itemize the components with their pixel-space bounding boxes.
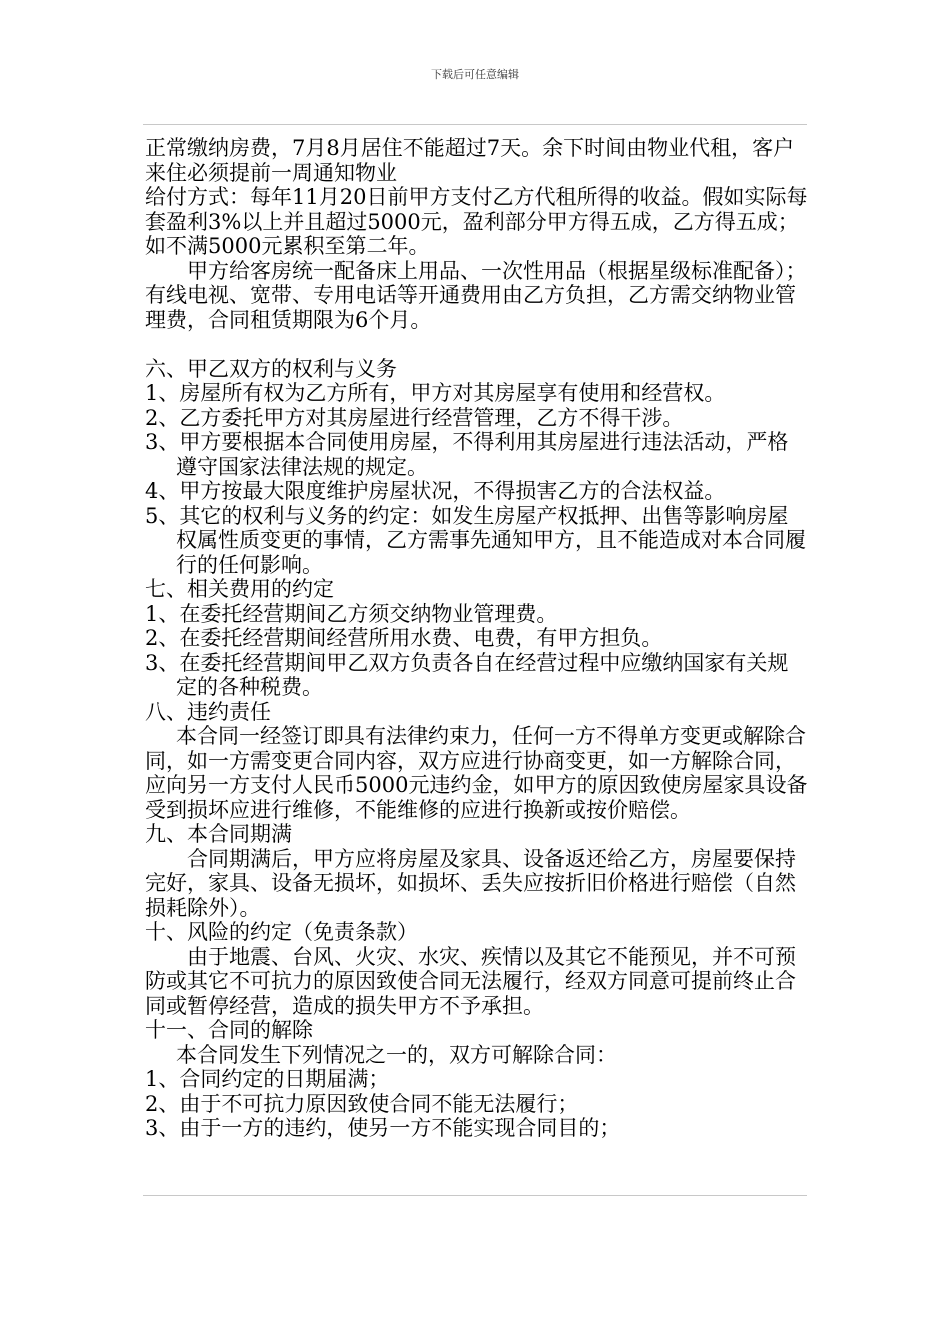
footer-divider [143,1195,807,1196]
list-item: 1、房屋所有权为乙方所有，甲方对其房屋享有使用和经营权。 [145,381,726,405]
section-text-8: 本合同一经签订即具有法律约束力，任何一方不得单方变更或解除合同，如一方需变更合同内容，双方应进行协商变更，如一方解除合同，应向另一方支付人民币5000元违约金，如甲方的原因致使房屋家具设备受到损坏应进行维修，不能维修的应进行换新或按价赔偿。 [145,724,808,822]
document-body [145,136,809,1141]
section-title-10: 十、风险的约定（免责条款） [145,920,418,944]
section-text-10: 由于地震、台风、火灾、水灾、疾情以及其它不能预见，并不可预防或其它不可抗力的原因致使合同无法履行，经双方同意可提前终止合同或暂停经营，造成的损失甲方不予承担。 [145,944,796,1018]
list-item: 2、由于不可抗力原因致使合同不能无法履行； [145,1091,579,1116]
header-divider [143,124,807,125]
section-title-7: 七、相关费用的约定 [145,577,334,601]
paragraph-payment: 给付方式：每年11月20日前甲方支付乙方代租所得的收益。假如实际每套盈利3%以上并且超过5000元，盈利部分甲方得五成，乙方得五成；如不满5000元累积至第二年。 [145,185,808,258]
list-item: 1、在委托经营期间乙方须交纳物业管理费。 [145,601,558,626]
section-title-6: 六、甲乙双方的权利与义务 [145,356,397,381]
blank-line [145,332,809,357]
list-item: 5、其它的权利与义务的约定：如发生房屋产权抵押、出售等影响房屋权属性质变更的事情，乙方需事先通知甲方，且不能造成对本合同履行的任何影响。 [145,503,806,577]
list-item: 1、合同约定的日期届满； [145,1067,390,1091]
section-title-8: 八、违约责任 [145,699,271,724]
paragraph-equipment: 甲方给客房统一配备床上用品、一次性用品（根据星级标准配备）；有线电视、宽带、专用电话等开通费用由乙方负担，乙方需交纳物业管理费，合同租赁期限为6个月。 [145,258,807,332]
list-item: 3、在委托经营期间甲乙双方负责各自在经营过程中应缴纳国家有关规定的各种税费。 [145,650,789,699]
paragraph: 正常缴纳房费，7月8月居住不能超过7天。余下时间由物业代租，客户来住必须提前一周通知物业 [145,136,795,185]
section-intro-11: 本合同发生下列情况之一的，双方可解除合同： [176,1042,617,1067]
section-title-9: 九、本合同期满 [145,822,292,846]
section-title-11: 十一、合同的解除 [145,1018,313,1042]
list-item: 2、在委托经营期间经营所用水费、电费，有甲方担负。 [145,626,663,650]
list-item: 3、甲方要根据本合同使用房屋，不得利用其房屋进行违法活动，严格遵守国家法律法规的规定。 [145,430,789,479]
list-item: 2、乙方委托甲方对其房屋进行经营管理，乙方不得干涉。 [145,405,684,430]
page-header: 下载后可任意编辑 [431,68,519,81]
list-item: 4、甲方按最大限度维护房屋状况，不得损害乙方的合法权益。 [145,479,726,503]
section-text-9: 合同期满后，甲方应将房屋及家具、设备返还给乙方，房屋要保持完好，家具、设备无损坏，如损坏、丢失应按折旧价格进行赔偿（自然损耗除外）。 [145,846,796,920]
list-item: 3、由于一方的违约，使另一方不能实现合同目的； [145,1116,621,1140]
